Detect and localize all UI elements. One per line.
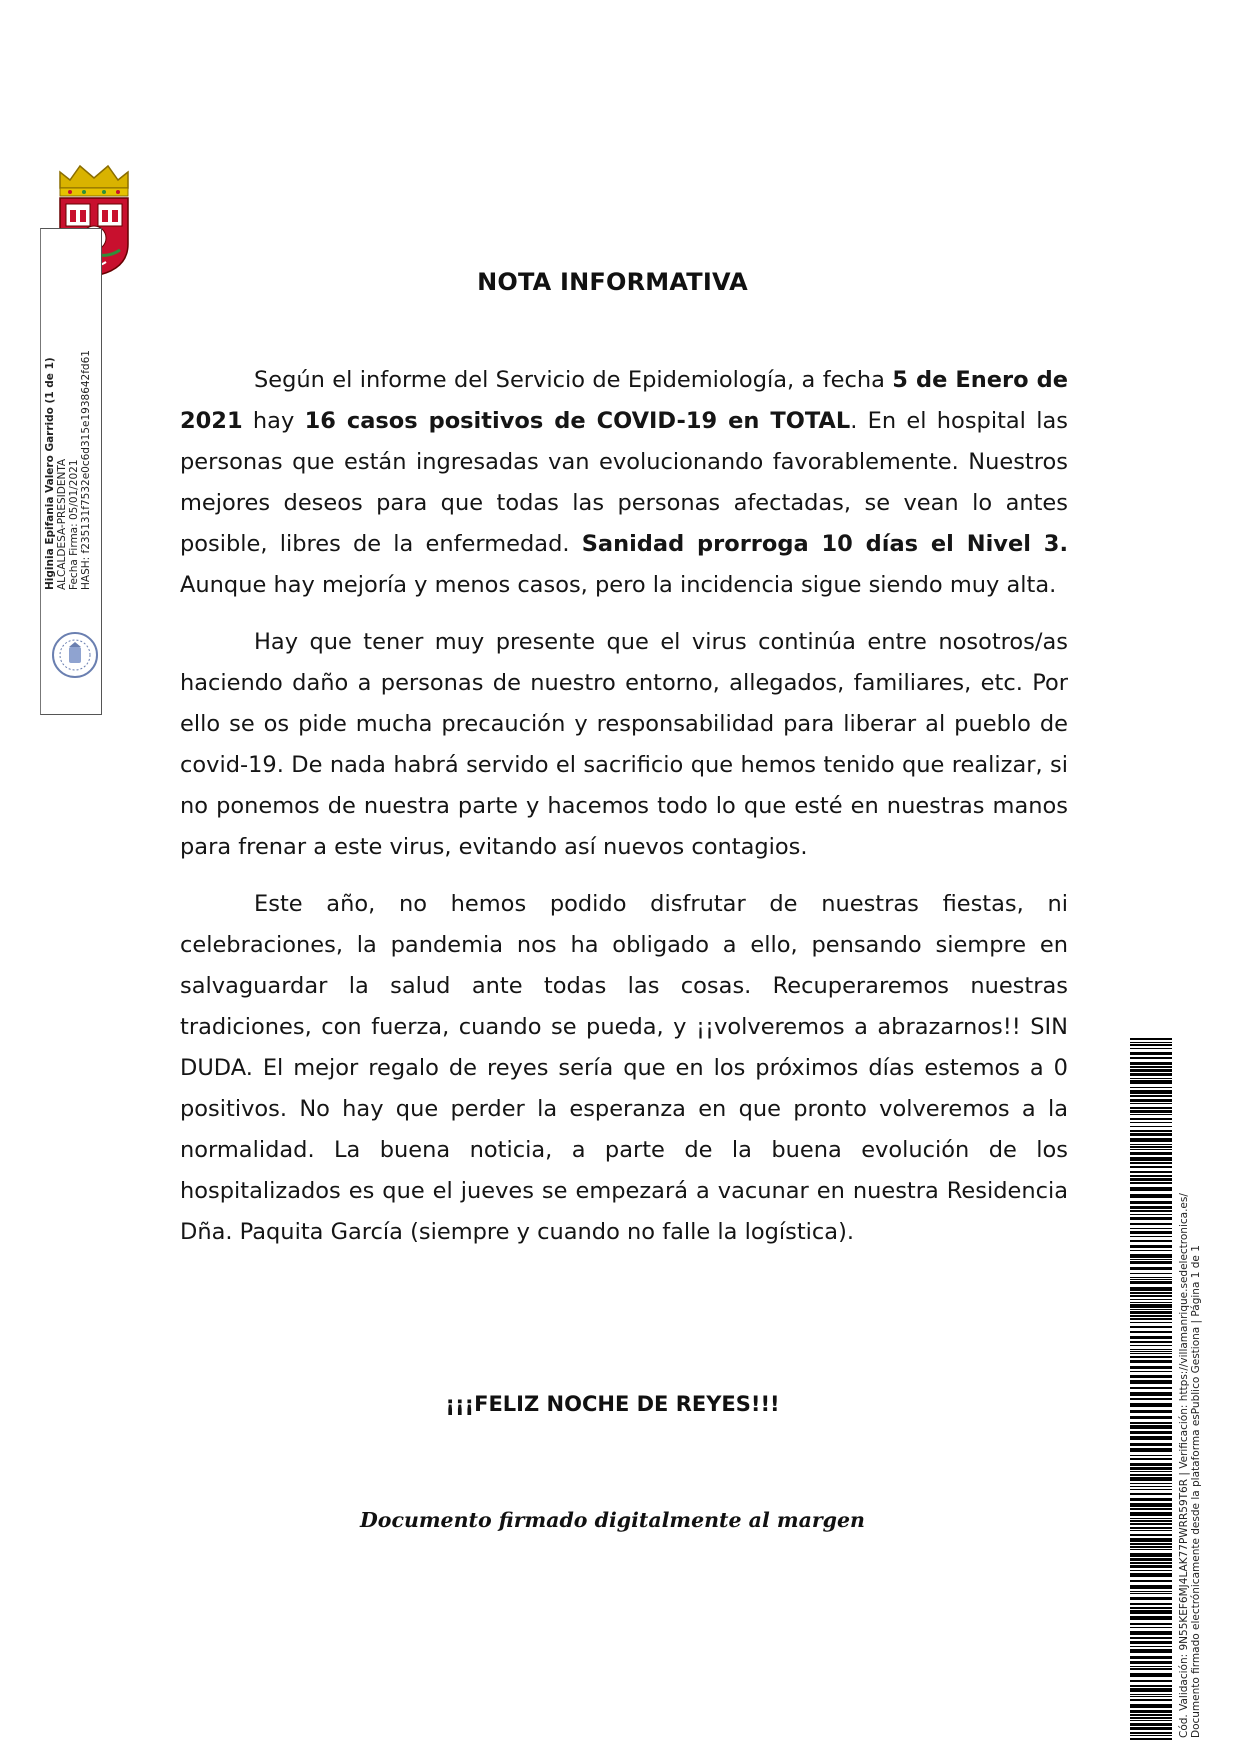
barcode-bar — [1130, 1387, 1172, 1389]
barcode-bar — [1130, 1688, 1172, 1692]
barcode-bar — [1130, 1057, 1172, 1059]
signer-name: Higinia Epifania Valero Garrido (1 de 1) — [44, 357, 56, 590]
barcode-bar — [1130, 1467, 1172, 1470]
barcode-bar — [1130, 1318, 1172, 1320]
barcode-bar — [1130, 1735, 1172, 1736]
barcode-bar — [1130, 1309, 1172, 1310]
barcode-bar — [1130, 1240, 1172, 1242]
barcode-bar — [1130, 1166, 1172, 1168]
barcode-bar — [1130, 1231, 1172, 1234]
barcode-bar — [1130, 1637, 1172, 1639]
barcode-bar — [1130, 1436, 1172, 1440]
barcode-bar — [1130, 1353, 1172, 1354]
barcode-bar — [1130, 1345, 1172, 1346]
barcode-bar — [1130, 1175, 1172, 1177]
barcode-bar — [1130, 1463, 1172, 1466]
barcode-bar — [1130, 1080, 1172, 1084]
barcode-bar — [1130, 1062, 1172, 1065]
barcode-bar — [1130, 1341, 1172, 1343]
validation-footer — [1178, 1098, 1224, 1738]
signature-block — [44, 330, 104, 590]
barcode-bar — [1130, 1732, 1172, 1734]
barcode-bar — [1130, 1279, 1172, 1280]
barcode-bar — [1130, 1549, 1172, 1550]
barcode-bar — [1130, 1649, 1172, 1653]
signed-note: Documento firmado digitalmente al margen — [360, 1508, 865, 1532]
barcode-bar — [1130, 1254, 1172, 1258]
barcode-bar — [1130, 1114, 1172, 1115]
barcode-bar — [1130, 1311, 1172, 1314]
barcode-bar — [1130, 1610, 1172, 1614]
barcode-bar — [1130, 1685, 1172, 1687]
barcode-bar — [1130, 1095, 1172, 1097]
barcode-bar — [1130, 1044, 1172, 1046]
barcode-bar — [1130, 1738, 1172, 1740]
barcode-bar — [1130, 1299, 1172, 1300]
barcode-bar — [1130, 1110, 1172, 1113]
barcode-bar — [1130, 1052, 1172, 1055]
barcode-bar — [1130, 1360, 1172, 1363]
barcode-bar — [1130, 1326, 1172, 1328]
barcode-bar — [1130, 1603, 1172, 1605]
barcode-bar — [1130, 1425, 1172, 1429]
barcode-bar — [1130, 1133, 1172, 1136]
barcode-bar — [1130, 1099, 1172, 1102]
barcode-bar — [1130, 1562, 1172, 1564]
barcode-bar — [1130, 1607, 1172, 1609]
barcode-bar — [1130, 1287, 1172, 1291]
barcode-bar — [1130, 1410, 1172, 1413]
barcode-bar — [1130, 1727, 1172, 1730]
p1-cases: 16 casos positivos de COVID-19 en TOTAL — [304, 408, 851, 434]
validation-platform: Documento firmado electrónicamente desde la plataforma esPublico Gestiona | Página 1 de 1 — [1190, 1245, 1202, 1738]
barcode-bar — [1130, 1223, 1172, 1225]
barcode-bar — [1130, 1259, 1172, 1260]
barcode-bar — [1130, 1304, 1172, 1308]
barcode-bar — [1130, 1261, 1172, 1264]
barcode-bar — [1130, 1704, 1172, 1708]
barcode-bar — [1130, 1073, 1172, 1076]
barcode-bar — [1130, 1206, 1172, 1209]
barcode-bar — [1130, 1668, 1172, 1670]
barcode-bar — [1130, 1331, 1172, 1333]
barcode-bar — [1130, 1336, 1172, 1339]
barcode-bar — [1130, 1245, 1172, 1248]
barcode-bar — [1130, 1138, 1172, 1142]
barcode-bar — [1130, 1349, 1172, 1350]
barcode-bar — [1130, 1573, 1172, 1577]
barcode-bar — [1130, 1267, 1172, 1270]
barcode-bar — [1130, 1281, 1172, 1284]
barcode-bar — [1130, 1078, 1172, 1079]
barcode-bar — [1130, 1641, 1172, 1644]
barcode-bar — [1130, 1520, 1172, 1522]
barcode-bar — [1130, 1130, 1172, 1132]
barcode-bar — [1130, 1570, 1172, 1571]
barcode-bar — [1130, 1661, 1172, 1664]
barcode-bar — [1130, 1107, 1172, 1109]
barcode-bar — [1130, 1673, 1172, 1677]
barcode-bar — [1130, 1171, 1172, 1173]
barcode-bar — [1130, 1483, 1172, 1484]
barcode-bar — [1130, 1508, 1172, 1510]
barcode-bar — [1130, 1302, 1172, 1303]
barcode-bar — [1130, 1474, 1172, 1476]
barcode-bar — [1130, 1066, 1172, 1068]
barcode-bar — [1130, 1277, 1172, 1278]
barcode-bar — [1130, 1292, 1172, 1294]
signature-hash: HASH: f235131f7532e0c6d315e1938642fd61 — [80, 350, 92, 590]
barcode-bar — [1130, 1477, 1172, 1481]
barcode-bar — [1130, 1699, 1172, 1701]
barcode-bar — [1130, 1322, 1172, 1323]
barcode-bar — [1130, 1182, 1172, 1184]
p1-date: 5 de Enero de 2021 — [180, 367, 1069, 434]
barcode-bar — [1130, 1714, 1172, 1716]
barcode-bar — [1130, 1585, 1172, 1589]
barcode-bar — [1130, 1627, 1172, 1628]
barcode-bar — [1130, 1593, 1172, 1594]
barcode-bar — [1130, 1546, 1172, 1548]
barcode-bar — [1130, 1666, 1172, 1667]
barcode-bar — [1130, 1558, 1172, 1561]
barcode-bar — [1130, 1530, 1172, 1531]
barcode-bar — [1130, 1591, 1172, 1592]
barcode-bar — [1130, 1527, 1172, 1529]
barcode-bar — [1130, 1149, 1172, 1150]
barcode-bar — [1130, 1422, 1172, 1424]
barcode-bar — [1130, 1048, 1172, 1049]
barcode-bar — [1130, 1518, 1172, 1519]
barcode-bar — [1130, 1087, 1172, 1088]
barcode-bar — [1130, 1090, 1172, 1094]
barcode-bar — [1130, 1356, 1172, 1358]
barcode-bar — [1130, 1723, 1172, 1726]
barcode-bar — [1130, 1217, 1172, 1220]
barcode-bar — [1130, 1210, 1172, 1212]
document-title: NOTA INFORMATIVA — [477, 268, 748, 296]
barcode-bar — [1130, 1443, 1172, 1446]
barcode-bar — [1130, 1597, 1172, 1600]
barcode-bar — [1130, 1646, 1172, 1647]
barcode-bar — [1130, 1486, 1172, 1487]
p1-level: Sanidad prorroga 10 días el Nivel 3. — [581, 531, 1068, 557]
signer-role: ALCALDESA-PRESIDENTA — [56, 458, 68, 590]
signature-date: Fecha Firma: 05/01/2021 — [68, 459, 80, 590]
barcode-bar — [1130, 1498, 1172, 1501]
barcode-bar — [1130, 1366, 1172, 1369]
barcode-bar — [1130, 1656, 1172, 1659]
barcode-bar — [1130, 1194, 1172, 1198]
barcode-bar — [1130, 1623, 1172, 1625]
barcode-bar — [1130, 1392, 1172, 1396]
barcode-bar — [1130, 1103, 1172, 1104]
barcode-bar — [1130, 1178, 1172, 1181]
barcode-bar — [1130, 1380, 1172, 1384]
barcode-bar — [1130, 1398, 1172, 1400]
barcode-bar — [1130, 1512, 1172, 1516]
closing-greeting: ¡¡¡FELIZ NOCHE DE REYES!!! — [445, 1392, 780, 1416]
barcode-bar — [1130, 1523, 1172, 1525]
barcode-bar — [1130, 1489, 1172, 1490]
barcode-bar — [1130, 1553, 1172, 1557]
barcode-bar — [1130, 1631, 1172, 1635]
barcode-bar — [1130, 1157, 1172, 1161]
barcode-bar — [1130, 1152, 1172, 1155]
barcode-bar — [1130, 1038, 1172, 1040]
barcode-bar — [1130, 1126, 1172, 1127]
barcode-bar — [1130, 1455, 1172, 1456]
p1-text-1: Según el informe del Servicio de Epidemiología, a fecha — [254, 367, 893, 393]
barcode-bar — [1130, 1493, 1172, 1495]
barcode-bar — [1130, 1696, 1172, 1697]
barcode-bar — [1130, 1069, 1172, 1072]
document-body — [180, 360, 1068, 1269]
barcode-bar — [1130, 1710, 1172, 1713]
barcode-bar — [1130, 1431, 1172, 1434]
p1-text-3: . En el hospital las personas que están ingresadas van evolucionando favorablemente. Nuestros mejores deseos para que todas las personas afectadas, se vean lo antes posible, libres de la enfermedad. — [180, 408, 1068, 557]
paragraph-2: Hay que tener muy presente que el virus continúa entre nosotros/as haciendo daño a personas de nuestro entorno, allegados, familiares, etc. Por ello se os pide mucha precaución y responsabilidad para liberar al pueblo de covid-19. De nada habrá servido el sacrificio que hemos tenido que realizar, si no ponemos de nuestra parte y hacemos todo lo que esté en nuestras manos para frenar a este virus, evitando así nuevos contagios. — [180, 629, 1068, 860]
validation-code: Cód. Validación: 9N55KEF6MJ4LAK77PWRR59T6R | Verificación: https://villamanrique.sedelectronica.es/ — [1178, 1193, 1190, 1738]
p1-text-4: Aunque hay mejoría y menos casos, pero la incidencia sigue siendo muy alta. — [180, 572, 1057, 598]
barcode-bar — [1130, 1118, 1172, 1120]
barcode-bar — [1130, 1375, 1172, 1378]
barcode-bar — [1130, 1565, 1172, 1568]
barcode-bar — [1130, 1680, 1172, 1682]
barcode-bar — [1130, 1236, 1172, 1237]
barcode-bar — [1130, 1187, 1172, 1191]
barcode-bar — [1130, 1403, 1172, 1407]
barcode-bar — [1130, 1250, 1172, 1251]
barcode-bar — [1130, 1295, 1172, 1297]
barcode-bar — [1130, 1122, 1172, 1123]
barcode-bar — [1130, 1162, 1172, 1164]
barcode-bar — [1130, 1471, 1172, 1472]
barcode-bar — [1130, 1146, 1172, 1148]
barcode-bar — [1130, 1448, 1172, 1452]
barcode-bar — [1130, 1538, 1172, 1542]
barcode-bar — [1130, 1543, 1172, 1545]
barcode-bar — [1130, 1616, 1172, 1620]
paragraph-3: Este año, no hemos podido disfrutar de nuestras fiestas, ni celebraciones, la pandemia nos ha obligado a ello, pensando siempre en salvaguardar la salud ante todas las cosas. Recuperaremos nuestras tradiciones, con fuerza, cuando se pueda, y ¡¡volveremos a abrazarnos!! SIN DUDA. El mejor regalo de reyes sería que en los próximos días estemos a 0 positivos. No hay que perder la esperanza en que pronto volveremos a la normalidad. La buena noticia, a parte de la buena evolución de los hospitalizados es que el jueves se empezará a vacunar en nuestra Residencia Dña. Paquita García (siempre y cuando no falle la logística). — [180, 891, 1068, 1245]
barcode-bar — [1130, 1371, 1172, 1372]
paragraph-1 — [180, 360, 1068, 606]
barcode-bar — [1130, 1042, 1172, 1043]
barcode-bar — [1130, 1201, 1172, 1204]
barcode-bar — [1130, 1580, 1172, 1582]
barcode-bar — [1130, 1315, 1172, 1317]
validation-barcode — [1130, 1038, 1172, 1740]
barcode-bar — [1130, 1458, 1172, 1460]
barcode-bar — [1130, 1351, 1172, 1352]
p1-text-2: hay — [242, 408, 305, 434]
barcode-bar — [1130, 1273, 1172, 1274]
barcode-bar — [1130, 1534, 1172, 1536]
barcode-bar — [1130, 1214, 1172, 1215]
barcode-bar — [1130, 1228, 1172, 1229]
municipal-seal-icon — [50, 630, 100, 680]
barcode-bar — [1130, 1720, 1172, 1721]
barcode-bar — [1130, 1144, 1172, 1145]
barcode-bar — [1130, 1717, 1172, 1719]
barcode-bar — [1130, 1416, 1172, 1419]
barcode-bar — [1130, 1694, 1172, 1695]
barcode-bar — [1130, 1503, 1172, 1507]
